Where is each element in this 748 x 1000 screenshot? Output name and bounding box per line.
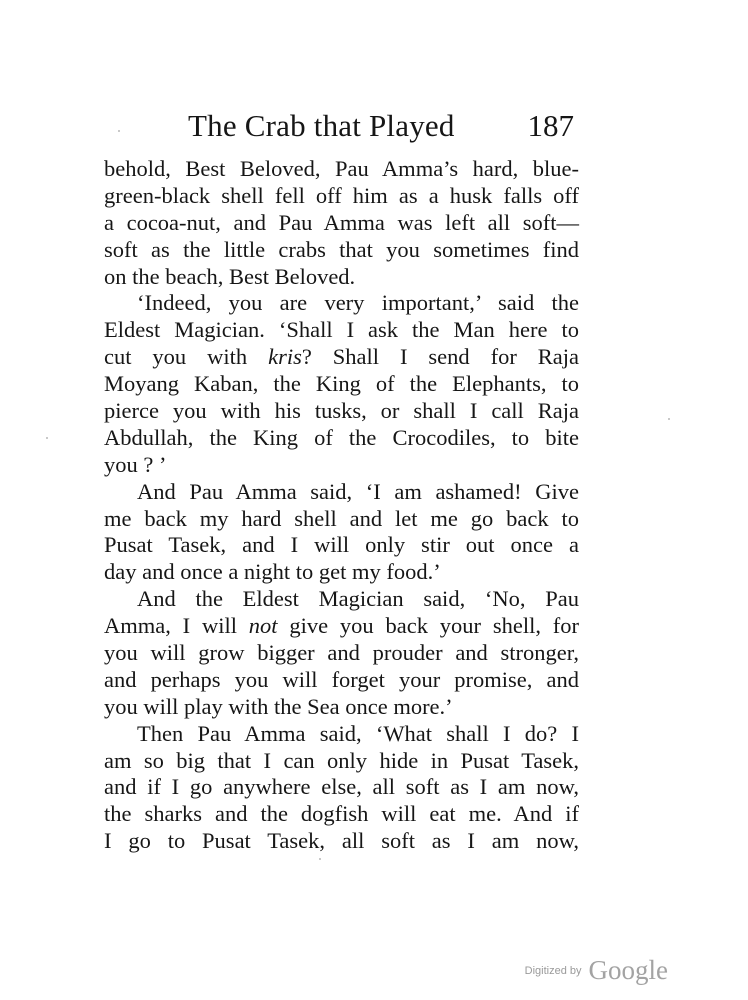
scan-speck <box>118 130 120 132</box>
text-line: me back my hard shell and let me go back to <box>104 505 579 531</box>
text-line: the sharks and the dogfish will eat me. And if <box>104 801 579 827</box>
text-line: a cocoa-nut, and Pau Amma was left all soft— <box>104 209 579 235</box>
text-line: on the beach, Best Beloved. <box>104 263 356 289</box>
text-line: ‘Indeed, you are very important,’ said the <box>137 290 579 316</box>
text-line: soft as the little crabs that you sometimes find <box>104 236 579 262</box>
text-line: Abdullah, the King of the Crocodiles, to bite <box>104 424 579 450</box>
text-run: ? Shall I send for Raja <box>301 344 579 370</box>
text-line: Pusat Tasek, and I will only stir out once a <box>104 532 579 558</box>
body-text <box>104 156 579 855</box>
text-line: pierce you with his tusks, or shall I call Raja <box>104 398 579 424</box>
scan-speck <box>668 418 670 420</box>
text-line: Moyang Kaban, the King of the Elephants, to <box>104 371 579 397</box>
italic-word: kris <box>268 344 302 370</box>
text-line: you will play with the Sea once more.’ <box>104 693 453 719</box>
text-line: And the Eldest Magician said, ‘No, Pau <box>137 586 579 612</box>
text-line: and perhaps you will forget your promise, and <box>104 666 579 692</box>
text-line: you will grow bigger and prouder and stronger, <box>104 640 579 666</box>
page-number: 187 <box>527 108 574 143</box>
text-line: day and once a night to get my food.’ <box>104 559 441 585</box>
digitized-by-watermark <box>525 955 668 986</box>
text-line: Eldest Magician. ‘Shall I ask the Man here to <box>104 317 579 343</box>
text-line: you ? ’ <box>104 451 167 477</box>
text-run: give you back your shell, for <box>277 613 579 639</box>
text-line: Then Pau Amma said, ‘What shall I do? I <box>137 720 579 746</box>
watermark-prefix: Digitized by <box>524 964 582 977</box>
scan-speck <box>319 858 321 860</box>
text-line: I go to Pusat Tasek, all soft as I am now, <box>104 828 579 854</box>
page-header <box>188 108 574 148</box>
text-line: am so big that I can only hide in Pusat Tasek, <box>104 747 579 773</box>
text-line <box>104 613 579 640</box>
text-line: green-black shell fell off him as a husk falls off <box>104 182 579 208</box>
text-run: cut you with <box>104 344 269 370</box>
text-run: Amma, I will <box>104 613 249 639</box>
text-line <box>104 344 579 371</box>
italic-word: not <box>248 613 278 639</box>
scan-speck <box>46 437 48 439</box>
running-title: The Crab that Played <box>188 108 455 143</box>
google-logo: Google <box>588 955 668 985</box>
text-line: And Pau Amma said, ‘I am ashamed! Give <box>137 478 579 504</box>
text-line: and if I go anywhere else, all soft as I am now, <box>104 774 579 800</box>
text-line: behold, Best Beloved, Pau Amma’s hard, blue- <box>104 156 579 181</box>
